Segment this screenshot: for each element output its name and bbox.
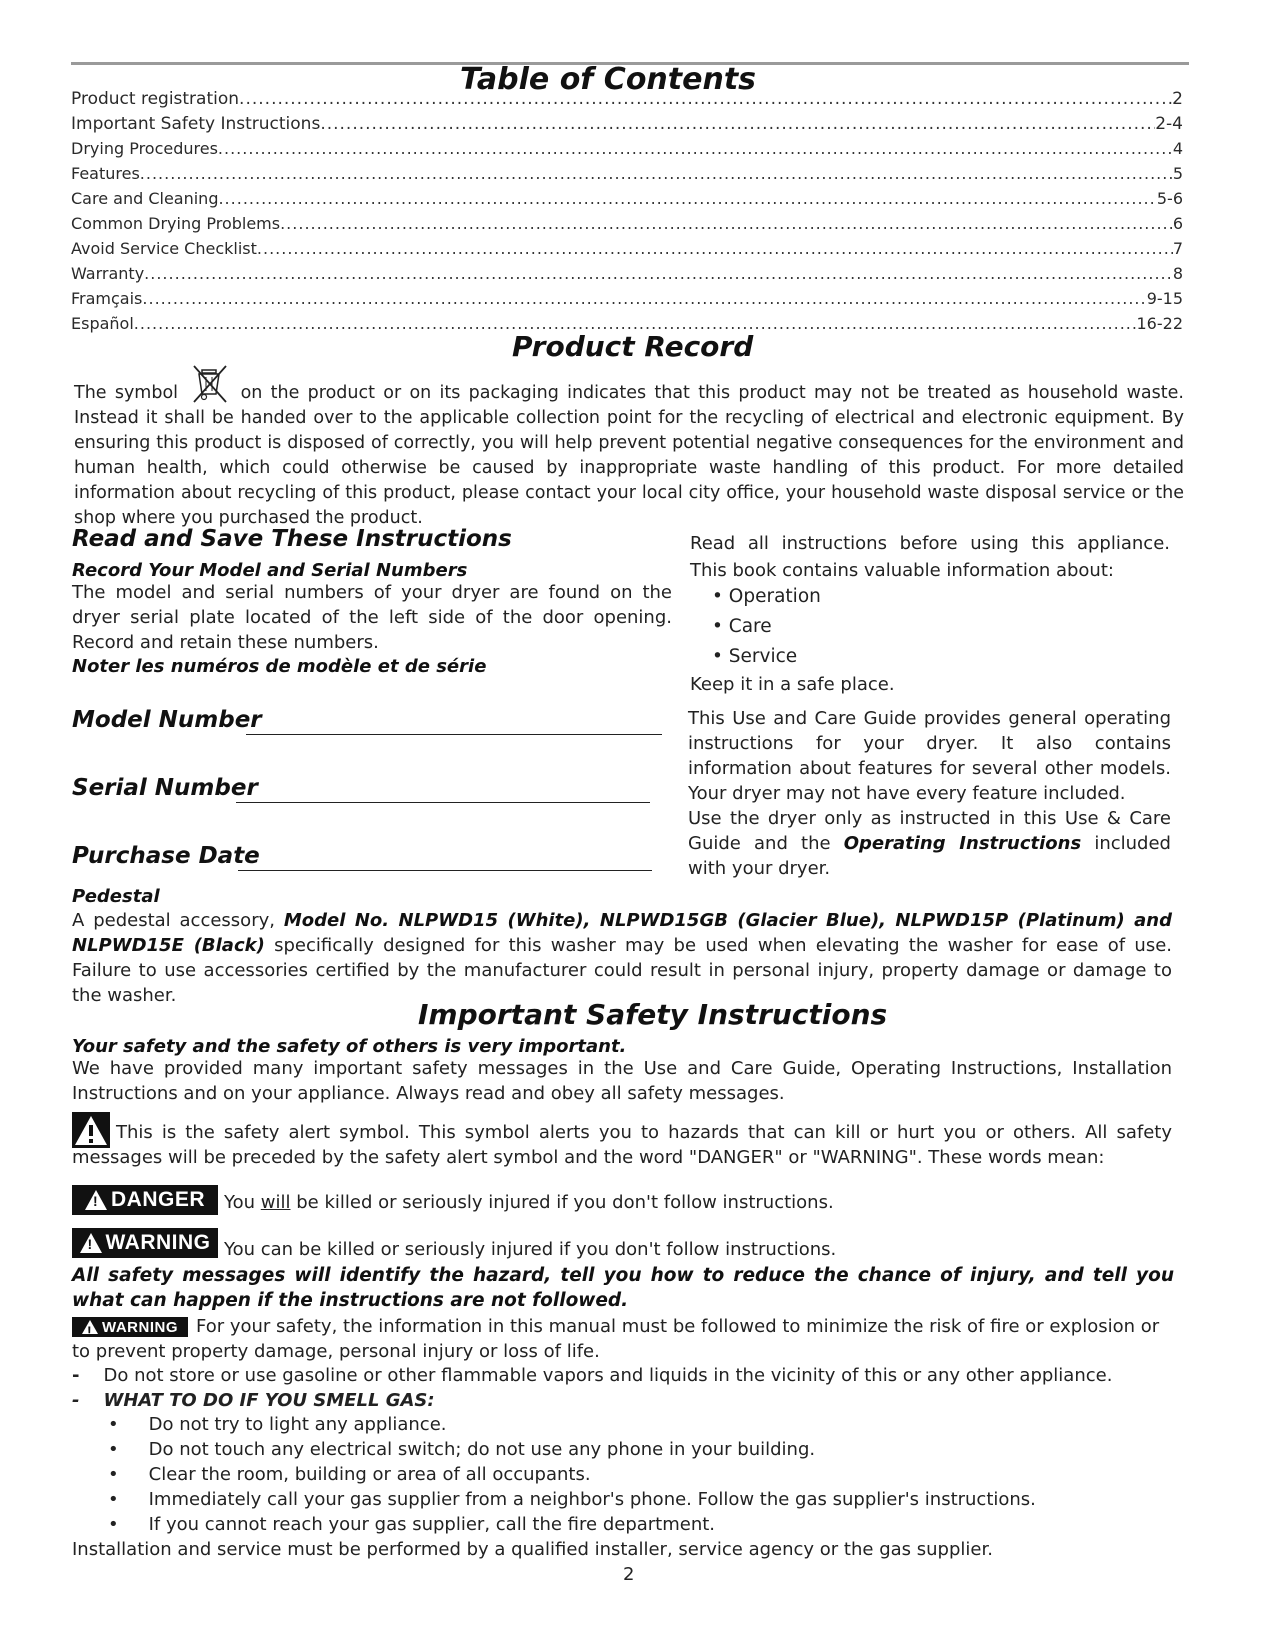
guide-paragraph (688, 706, 1171, 881)
toc-entry (71, 189, 1183, 214)
for-safety-text: For your safety, the information in this manual must be followed to minimize the risk of fire or explosion or to prevent property damage, personal injury or loss of life. (72, 1316, 1160, 1362)
pedestal-title: Pedestal (72, 886, 160, 907)
record-numbers-subtitle: Record Your Model and Serial Numbers (72, 560, 468, 581)
danger-you: You (224, 1192, 256, 1213)
safety-intro: We have provided many important safety messages in the Use and Care Guide, Operating Instructions, Installation Instructions and on your appliance. Always read and obey all safety messages. (72, 1058, 1172, 1104)
toc-entry (71, 214, 1183, 239)
pedestal-paragraph (72, 908, 1172, 1008)
toc-entry-label: Warranty (71, 264, 145, 283)
serial-number-label: Serial Number (72, 775, 258, 801)
warning-label: WARNING (105, 1231, 211, 1254)
info-bullet-list (712, 586, 821, 676)
toc-entry (71, 239, 1183, 264)
gas-step: • Immediately call your gas supplier from a neighbor's phone. Follow the gas supplier's instructions. (108, 1489, 1036, 1510)
toc-entry-label: Product registration (71, 89, 240, 109)
danger-badge (72, 1185, 218, 1215)
warning-alert-icon (80, 1233, 102, 1253)
danger-will: will (260, 1192, 291, 1213)
french-note: Noter les numéros de modèle et de série (72, 656, 487, 677)
toc-entry-page: 2-4 (1155, 114, 1183, 134)
keep-safe-text: Keep it in a safe place. (690, 674, 895, 695)
weee-paragraph (74, 376, 1184, 531)
toc-entry-page: 5-6 (1156, 189, 1183, 208)
list-item: • Care (712, 616, 772, 637)
toc-entry-label: Common Drying Problems (71, 214, 281, 233)
toc-entry-page: 8 (1172, 264, 1183, 283)
gas-step: • If you cannot reach your gas supplier, call the fire department. (108, 1514, 716, 1535)
record-numbers-body: The model and serial numbers of your dryer are found on the dryer serial plate located of the left side of the door opening. Record and retain these numbers. (72, 582, 672, 653)
danger-rest: be killed or seriously injured if you don't follow instructions. (296, 1192, 834, 1213)
use-text-before: Use the dryer only as instructed in this Use & Care Guide and the (688, 808, 1171, 854)
toc-entry-page: 2 (1172, 89, 1183, 109)
small-warning-label: WARNING (102, 1318, 178, 1336)
purchase-date-label: Purchase Date (72, 843, 260, 869)
purchase-date-line[interactable] (238, 870, 652, 871)
gas-step: • Do not try to light any appliance. (108, 1414, 447, 1435)
weee-text-before: The symbol (74, 383, 179, 403)
toc-entry (71, 164, 1183, 189)
product-record-title: Product Record (512, 330, 754, 363)
installation-note: Installation and service must be performed by a qualified installer, service agency or the gas supplier. (72, 1539, 993, 1560)
toc-entry (71, 89, 1183, 114)
toc-entry-label: Features (71, 164, 140, 183)
danger-label: DANGER (110, 1188, 205, 1211)
safety-subtitle: Your safety and the safety of others is very important. (72, 1036, 627, 1057)
pedestal-before: A pedestal accessory, (72, 910, 275, 931)
toc-entry-label: Framçais (71, 289, 143, 308)
model-number-line[interactable] (246, 734, 662, 735)
warning-meaning: You can be killed or seriously injured if you don't follow instructions. (224, 1239, 837, 1260)
toc-entry-page: 7 (1172, 239, 1183, 258)
weee-text-after: on the product or on its packaging indicates that this product may not be treated as household waste. Instead it shall be handed over to the applicable collection point for the recycling of electrical and electronic equipment. By ensuring this product is disposed of correctly, you will help prevent potential negative consequences for the environment and human health, which could otherwise be caused by inappropriate waste handling of this product. For more detailed information about recycling of this product, please contact your local city office, your household waste disposal service or the shop where you purchased the product. (74, 383, 1184, 528)
read-save-title: Read and Save These Instructions (72, 526, 512, 552)
toc-entry (71, 264, 1183, 289)
toc-entry (71, 289, 1183, 314)
alert-paragraph (72, 1120, 1172, 1170)
toc-list (71, 89, 1183, 339)
toc-entry (71, 114, 1183, 139)
danger-meaning (224, 1190, 834, 1215)
operating-instructions-emphasis: Operating Instructions (843, 833, 1082, 854)
alert-text: This is the safety alert symbol. This symbol alerts you to hazards that can kill or hurt you or others. All safety messages will be preceded by the safety alert symbol and the word "DANGER" or "WARNING". These words mean: (72, 1122, 1172, 1168)
use-text-after: included with your dryer. (688, 833, 1171, 879)
toc-entry-label: Avoid Service Checklist (71, 239, 257, 258)
toc-entry-label: Care and Cleaning (71, 189, 219, 208)
toc-entry (71, 139, 1183, 164)
warning-badge (72, 1228, 218, 1258)
model-number-label: Model Number (72, 707, 262, 733)
toc-entry-page: 9-15 (1146, 289, 1183, 308)
toc-title: Table of Contents (460, 62, 757, 97)
crossed-bin-icon (190, 364, 230, 404)
dash-item-gasoline: - Do not store or use gasoline or other flammable vapors and liquids in the vicinity of this or any other appliance. (72, 1365, 1113, 1386)
guide-text: This Use and Care Guide provides general operating instructions for your dryer. It also contains information about features for several other models. Your dryer may not have every feature included. (688, 708, 1171, 804)
list-item: • Service (712, 646, 798, 667)
toc-entry-page: 4 (1172, 139, 1183, 158)
for-safety-paragraph (72, 1314, 1172, 1364)
toc-entry-label: Español (71, 314, 134, 333)
pedestal-after: specifically designed for this washer may be used when elevating the washer for ease of use. Failure to use accessories certified by the manufacturer could result in personal injury, property damage or damage to the washer. (72, 935, 1172, 1006)
safety-title: Important Safety Instructions (418, 998, 888, 1031)
gas-step: • Clear the room, building or area of all occupants. (108, 1464, 591, 1485)
list-item: • Operation (712, 586, 821, 607)
toc-entry-page: 5 (1172, 164, 1183, 183)
pedestal-models: Model No. NLPWD15 (White), NLPWD15GB (Glacier Blue), NLPWD15P (Platinum) and NLPWD15E (Black) (72, 910, 1172, 956)
serial-number-line[interactable] (236, 802, 650, 803)
all-messages-note: All safety messages will identify the hazard, tell you how to reduce the chance of injury, and tell you what can happen if the instructions are not followed. (72, 1265, 1174, 1311)
danger-alert-icon (85, 1190, 107, 1210)
toc-entry-page: 16-22 (1136, 314, 1183, 333)
toc-entry-label: Important Safety Instructions (71, 114, 321, 134)
right-intro: Read all instructions before using this appliance. This book contains valuable information about: (690, 533, 1170, 581)
toc-entry-page: 6 (1172, 214, 1183, 233)
toc-entry-label: Drying Procedures (71, 139, 218, 158)
dash-item-smell-gas: - WHAT TO DO IF YOU SMELL GAS: (72, 1390, 435, 1411)
page-number: 2 (623, 1564, 635, 1585)
gas-step: • Do not touch any electrical switch; do not use any phone in your building. (108, 1439, 816, 1460)
